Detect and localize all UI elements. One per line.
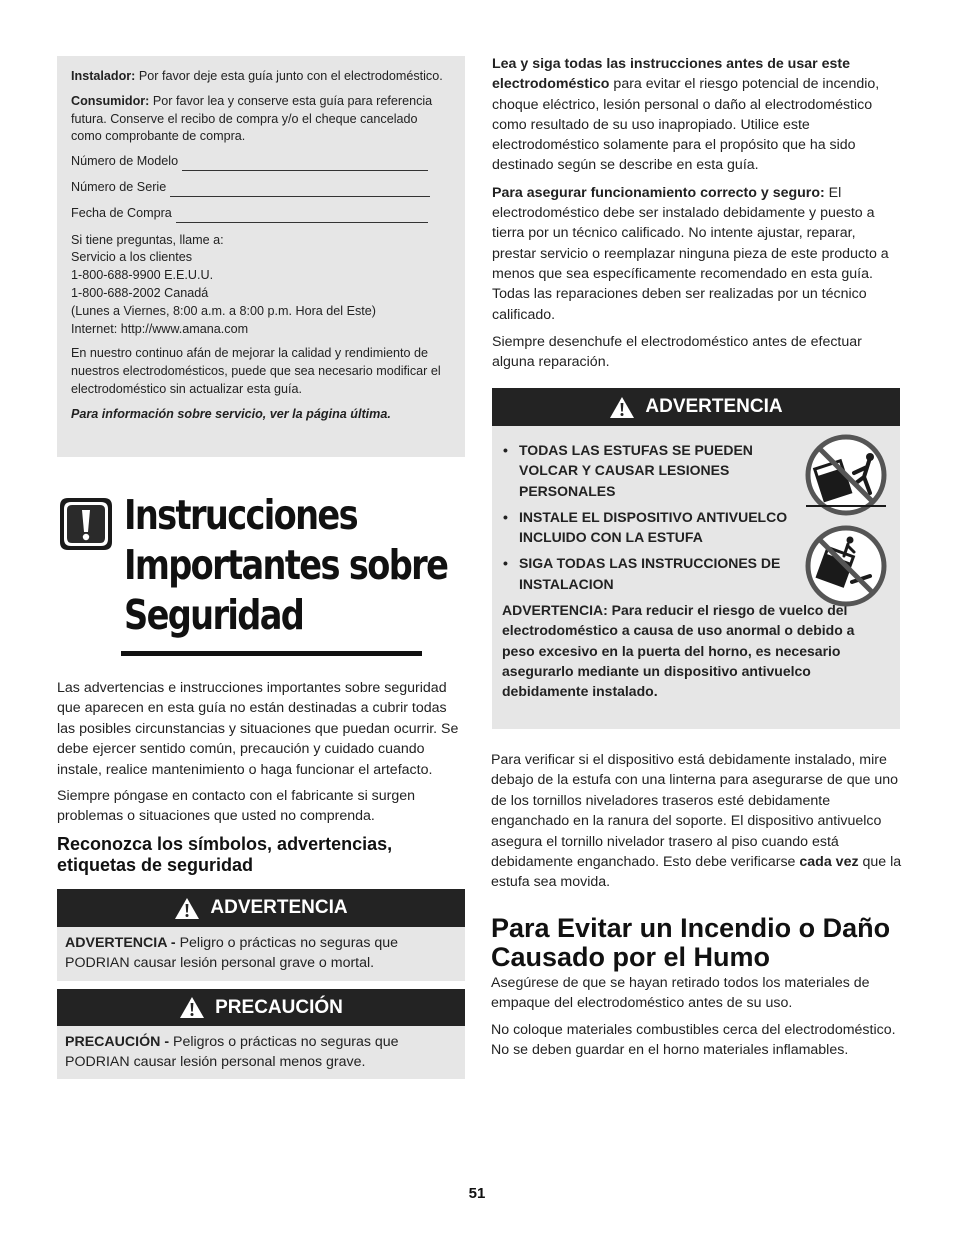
- verify-bold: cada vez: [799, 854, 859, 871]
- page-number: 51: [468, 1185, 486, 1202]
- contact-hours: (Lunes a Viernes, 8:00 a.m. a 8:00 p.m. Hora del Este): [71, 303, 376, 318]
- tip-warning-list: [502, 440, 792, 594]
- caution-definition: [57, 1026, 465, 1079]
- tip-warning-note: ADVERTENCIA: Para reducir el riesgo de vuelco del electrodoméstico a causa de uso anormal o debido a peso excesivo en la puerta del horno, es necesario asegurarlo mediante un dispositivo antivuelco debidamente instalado.: [502, 602, 855, 700]
- warning-label: ADVERTENCIA -: [65, 935, 180, 951]
- tip-warning-header-bar: [492, 388, 900, 426]
- improvement-note: En nuestro continuo afán de mejorar la calidad y rendimiento de nuestros electrodomésticos, puede que sea necesario modificar el electrodoméstico sin actualizar esta guía.: [71, 346, 441, 396]
- fire-section-text: [491, 973, 903, 1067]
- intro-text: [57, 678, 467, 833]
- fire-section-heading: Para Evitar un Incendio o Daño Causado por el Humo: [491, 913, 891, 972]
- warning-header-bar: [57, 889, 465, 927]
- title-underline: [121, 651, 422, 656]
- contact-info: [71, 232, 451, 339]
- unplug-paragraph: Siempre desenchufe el electrodoméstico antes de efectuar alguna reparación.: [492, 333, 862, 371]
- purchase-date-blank: [176, 208, 428, 223]
- tip-warning-item: • TODAS LAS ESTUFAS SE PUEDEN VOLCAR Y CAUSAR LESIONES PERSONALES: [502, 440, 792, 501]
- safe-operation-text: El electrodoméstico debe ser instalado debidamente y puesto a tierra por un técnico calificado. No intente ajustar, reparar, prestar servicio o reemplazar ninguna pieza de este producto a menos que sea específicamente recomendado en esta guía. Todas las reparaciones deben ser realizadas por un técnico calificado.: [492, 184, 889, 323]
- contact-phone-us: 1-800-688-9900 E.E.U.U.: [71, 268, 214, 283]
- consumer-label: Consumidor:: [71, 93, 150, 108]
- purchase-date-label: Fecha de Compra: [71, 205, 172, 220]
- service-note: Para información sobre servicio, ver la página última.: [71, 406, 391, 421]
- serial-number-blank: [170, 182, 430, 197]
- caution-header-bar: [57, 989, 465, 1026]
- no-standing-on-door-icon: [804, 524, 888, 608]
- symbols-heading: Reconozca los símbolos, advertencias, etiquetas de seguridad: [57, 834, 393, 875]
- installer-label: Instalador:: [71, 69, 136, 83]
- page-title-line: Seguridad: [124, 591, 304, 639]
- verify-installation-text: [491, 750, 903, 899]
- intro-paragraph: Las advertencias e instrucciones importantes sobre seguridad que aparecen en esta guía no están destinadas a cubrir todas las posibles circunstancias y situaciones que puedan ocurrir. Se debe ejercer sentido común, precaución y cuidado cuando instale, realice mantenimiento o haga funcionar el artefacto.: [57, 680, 459, 778]
- serial-number-field: [71, 179, 451, 197]
- read-instructions-paragraph: [492, 54, 900, 176]
- tip-warning-item: • SIGA TODAS LAS INSTRUCCIONES DE INSTALACION: [502, 553, 792, 594]
- right-intro-text: [492, 54, 900, 379]
- safe-operation-bold: Para asegurar funcionamiento correcto y seguro:: [492, 184, 825, 201]
- warning-triangle-icon: [179, 996, 205, 1019]
- packaging-paragraph: Asegúrese de que se hayan retirado todos los materiales de empaque del electrodoméstico antes de su uso.: [491, 975, 870, 1012]
- caution-label: PRECAUCIÓN -: [65, 1034, 173, 1050]
- contact-phone-canada: 1-800-688-2002 Canadá: [71, 285, 209, 300]
- no-tipping-range-icon: [804, 433, 888, 517]
- verify-text: Para verificar si el dispositivo está debidamente instalado, mire debajo de la estufa con una linterna para asegurarse de que uno de los tornillos niveladores traseros esté debidamente enganchado en la ranura del soporte. El dispositivo antivuelco asegura el tornillo nivelador trasero al piso cuando está debidamente enganchado. Esto debe verificarse: [491, 752, 899, 871]
- contact-manufacturer-paragraph: Siempre póngase en contacto con el fabricante si surgen problemas o situaciones que usted no comprenda.: [57, 788, 416, 825]
- installer-text: Por favor deje esta guía junto con el electrodoméstico.: [135, 69, 443, 83]
- tip-warning-header-label: ADVERTENCIA: [645, 396, 783, 417]
- contact-website: Internet: http://www.amana.com: [71, 321, 249, 336]
- exclamation-square-icon: [58, 496, 114, 552]
- model-number-blank: [182, 156, 428, 171]
- tip-warning-item: • INSTALE EL DISPOSITIVO ANTIVUELCO INCLUIDO CON LA ESTUFA: [502, 507, 792, 548]
- combustibles-paragraph: No coloque materiales combustibles cerca del electrodoméstico. No se deben guardar en el horno materiales inflamables.: [491, 1021, 896, 1059]
- read-instructions-text: para evitar el riesgo potencial de incendio, choque eléctrico, lesión personal o daño al electrodoméstico como resultado de su uso inapropiado. Utilice este electrodoméstico solamente para el propósito que ha sido destinado según se describe en esta guía.: [492, 76, 880, 174]
- verify-text-end: que la estufa sea movida.: [491, 854, 902, 891]
- serial-number-label: Número de Serie: [71, 179, 167, 194]
- safe-operation-paragraph: [492, 183, 900, 325]
- warning-triangle-icon: [609, 396, 635, 419]
- installer-note: [71, 68, 451, 86]
- page-title-line: Importantes sobre: [124, 541, 448, 589]
- consumer-note: [71, 93, 451, 146]
- caution-text: Peligros o prácticas no seguras que PODRIAN causar lesión personal menos grave.: [65, 1034, 399, 1071]
- warning-triangle-icon: [174, 897, 200, 920]
- model-number-label: Número de Modelo: [71, 154, 179, 169]
- page-title-line: Instrucciones: [124, 491, 357, 539]
- read-instructions-bold: Lea y siga todas las instrucciones antes de usar este electrodoméstico: [492, 56, 850, 93]
- contact-line: Si tiene preguntas, llame a:: [71, 232, 224, 247]
- owner-info-box: [57, 56, 465, 457]
- consumer-text: Por favor lea y conserve esta guía para referencia futura. Conserve el recibo de compra y/o el cheque cancelado como comprobante de compra.: [71, 93, 433, 144]
- purchase-date-field: [71, 205, 451, 223]
- verify-paragraph: [491, 750, 903, 893]
- warning-header-label: ADVERTENCIA: [210, 897, 348, 918]
- caution-header-label: PRECAUCIÓN: [215, 996, 343, 1018]
- page-title: [124, 490, 448, 640]
- contact-line: Servicio a los clientes: [71, 250, 193, 265]
- model-number-field: [71, 153, 451, 171]
- warning-definition: [57, 927, 465, 981]
- warning-text: Peligro o prácticas no seguras que PODRIAN causar lesión personal grave o mortal.: [65, 935, 399, 972]
